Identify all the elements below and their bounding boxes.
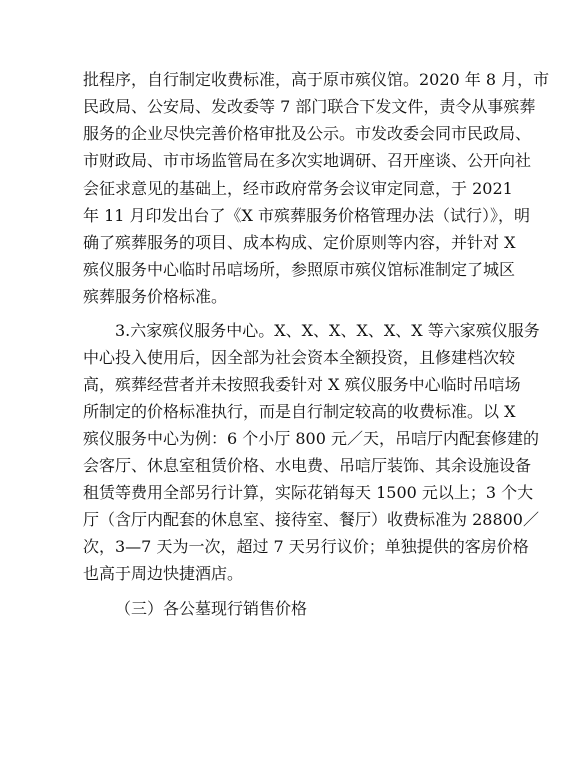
text-line: 厅（含厅内配套的休息室、接待室、餐厅）收费标准为 28800／: [83, 510, 539, 529]
text-line: 殡仪服务中心为例：6 个小厅 800 元／天，吊唁厅内配套修建的: [83, 429, 539, 448]
text-line: 租赁等费用全部另行计算，实际花销每天 1500 元以上；3 个大: [83, 483, 534, 502]
text-line: 年 11 月印发出台了《X 市殡葬服务价格管理办法（试行）》，明: [83, 206, 531, 225]
text-line: 市财政局、市市场监管局在多次实地调研、召开座谈、公开向社: [83, 151, 532, 170]
text-line: 也高于周边快捷酒店。: [83, 564, 244, 583]
section-heading: （三）各公墓现行销售价格: [115, 599, 308, 618]
text-line: 殡仪服务中心临时吊唁场所，参照原市殡仪馆标准制定了城区: [83, 260, 516, 279]
text-line: 民政局、公安局、发改委等 7 部门联合下发文件，责令从事殡葬: [83, 97, 536, 116]
text-line: 批程序，自行制定收费标准，高于原市殡仪馆。2020 年 8 月，市: [83, 70, 550, 89]
text-line: 会客厅、休息室租赁价格、水电费、吊唁厅装饰、其余设施设备: [83, 456, 532, 475]
text-line: 会征求意见的基础上，经市政府常务会议审定同意，于 2021: [83, 179, 513, 198]
text-line: 殡葬服务价格标准。: [83, 287, 228, 306]
text-line: 高，殡葬经营者并未按照我委针对 X 殡仪服务中心临时吊唁场: [83, 375, 521, 394]
text-line: 中心投入使用后，因全部为社会资本全额投资，且修建档次较: [83, 348, 516, 367]
text-line: 3.六家殡仪服务中心。X、X、X、X、X、X 等六家殡仪服务: [115, 321, 540, 340]
text-line: 确了殡葬服务的项目、成本构成、定价原则等内容，并针对 X: [83, 233, 516, 252]
text-line: 次，3—7 天为一次，超过 7 天另行议价；单独提供的客房价格: [83, 537, 529, 556]
text-line: 所制定的价格标准执行，而是自行制定较高的收费标准。以 X: [83, 402, 516, 421]
text-line: 服务的企业尽快完善价格审批及公示。市发改委会同市民政局、: [83, 124, 532, 143]
